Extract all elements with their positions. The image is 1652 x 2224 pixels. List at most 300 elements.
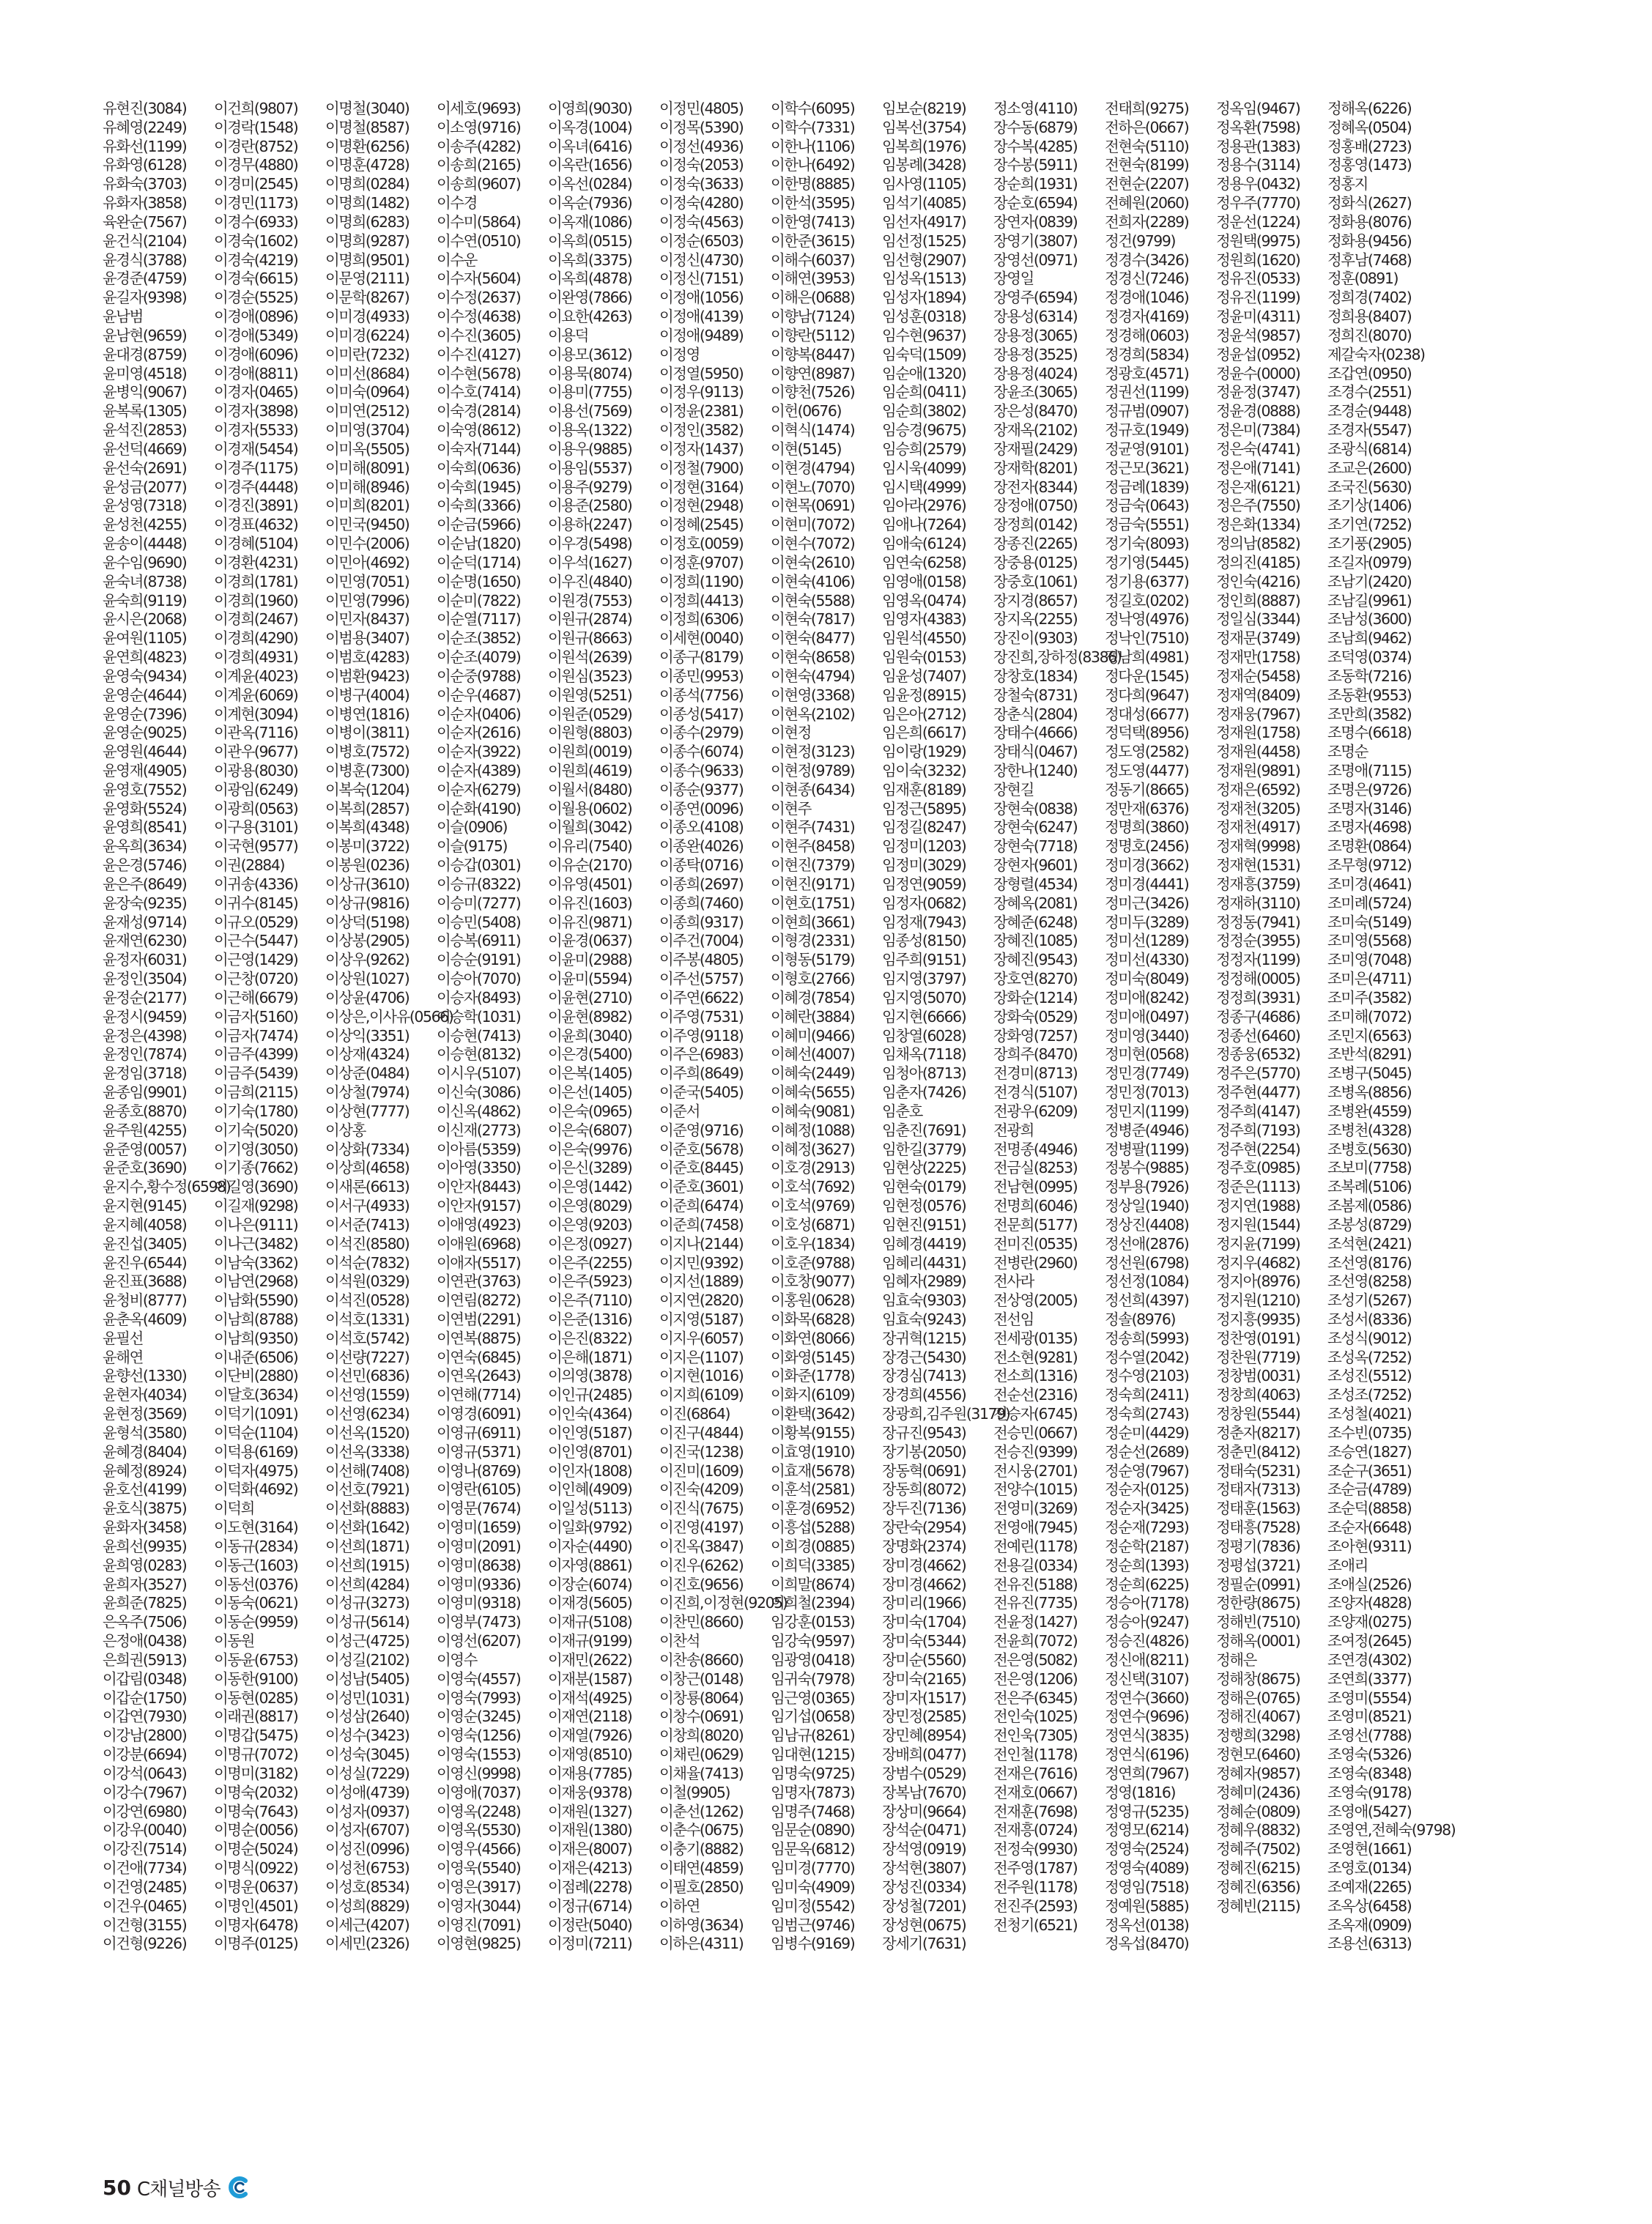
name-entry: 이원석(2639) bbox=[548, 648, 632, 667]
name-entry: 정근모(3621) bbox=[1105, 459, 1189, 477]
name-entry: 정남희(4981) bbox=[1105, 648, 1189, 667]
name-entry: 이광용(8030) bbox=[214, 761, 298, 779]
name-entry: 이미숙(0964) bbox=[325, 383, 410, 401]
name-entry: 이한영(7413) bbox=[771, 212, 855, 231]
name-entry: 이은주(5923) bbox=[548, 1272, 632, 1291]
name-entry: 이명순(0056) bbox=[214, 1821, 298, 1839]
name-entry: 이월희(3042) bbox=[548, 818, 632, 837]
name-entry: 이미해(8091) bbox=[325, 459, 410, 477]
name-entry: 이상익(3351) bbox=[325, 1026, 410, 1045]
name-entry: 윤혜경(8404) bbox=[103, 1442, 187, 1461]
name-entry: 이건희(9807) bbox=[214, 100, 298, 117]
name-entry: 장정애(0750) bbox=[993, 497, 1078, 515]
name-entry: 장석영(0919) bbox=[882, 1840, 966, 1858]
name-entry: 이정숙(4280) bbox=[659, 194, 744, 212]
name-entry: 정찬영(0191) bbox=[1216, 1329, 1300, 1347]
name-entry: 윤종임(9901) bbox=[103, 1083, 187, 1102]
name-entry: 정금숙(0643) bbox=[1105, 497, 1189, 515]
name-entry: 정주은(5770) bbox=[1216, 1064, 1300, 1083]
name-entry: 이상우(9262) bbox=[325, 951, 410, 969]
name-entry: 이지우(6057) bbox=[659, 1329, 744, 1347]
name-entry: 윤필선 bbox=[103, 1329, 143, 1347]
name-entry: 윤남현(9659) bbox=[103, 326, 187, 344]
name-entry: 정동기(8665) bbox=[1105, 780, 1189, 798]
name-entry: 윤경준(4759) bbox=[103, 270, 187, 288]
name-entry: 윤미영(4518) bbox=[103, 364, 187, 382]
name-entry: 정미현(0568) bbox=[1105, 1045, 1189, 1064]
name-entry: 정경신(7246) bbox=[1105, 270, 1189, 288]
name-entry: 조예재(2265) bbox=[1327, 1878, 1412, 1896]
name-entry: 이정순(6503) bbox=[659, 231, 744, 250]
name-entry: 이정규(6714) bbox=[548, 1897, 632, 1915]
name-entry: 장배희(0477) bbox=[882, 1746, 966, 1764]
name-entry: 이진호(9656) bbox=[659, 1575, 744, 1593]
name-entry: 이수자(5604) bbox=[437, 270, 521, 288]
name-entry: 임성자(1894) bbox=[882, 289, 966, 307]
name-entry: 이정자(1437) bbox=[659, 440, 744, 458]
name-entry: 정창희(4063) bbox=[1216, 1386, 1300, 1404]
name-entry: 이자순(4490) bbox=[548, 1537, 632, 1555]
name-entry: 이정민(4805) bbox=[659, 100, 744, 117]
name-entry: 이신숙(3086) bbox=[437, 1083, 521, 1102]
name-entry: 정선애(2876) bbox=[1105, 1234, 1189, 1253]
name-entry: 이상윤(4706) bbox=[325, 988, 410, 1007]
name-entry: 조기연(7252) bbox=[1327, 516, 1412, 534]
name-entry: 장란숙(2954) bbox=[882, 1519, 966, 1537]
name-entry: 장범수(0529) bbox=[882, 1764, 966, 1782]
c-channel-logo-icon bbox=[228, 2176, 250, 2198]
name-entry: 전소현(9281) bbox=[993, 1348, 1078, 1366]
name-entry: 이성진(0996) bbox=[325, 1840, 410, 1858]
name-entry: 이선영(6234) bbox=[325, 1405, 410, 1423]
name-entry: 윤지혜(4058) bbox=[103, 1215, 187, 1234]
name-entry: 이남숙(3362) bbox=[214, 1253, 298, 1272]
name-entry: 이민수(2006) bbox=[325, 535, 410, 553]
name-entry: 전은영(5082) bbox=[993, 1650, 1078, 1669]
name-entry: 조남희(9462) bbox=[1327, 629, 1412, 648]
name-entry: 이정희(1190) bbox=[659, 572, 744, 590]
name-entry: 장동희(8072) bbox=[882, 1480, 966, 1499]
name-entry: 이종성(5417) bbox=[659, 705, 744, 723]
name-entry: 이명훈(4728) bbox=[325, 156, 410, 174]
name-entry: 이범호(4283) bbox=[325, 648, 410, 667]
name-entry: 이현정 bbox=[771, 724, 811, 742]
name-entry: 임윤정(8915) bbox=[882, 686, 966, 704]
name-entry: 이순자(6279) bbox=[437, 780, 521, 798]
name-entry: 장영선(0971) bbox=[993, 251, 1078, 269]
name-entry: 이현목(0691) bbox=[771, 497, 855, 515]
name-entry: 임종성(8150) bbox=[882, 932, 966, 950]
name-entry: 이영우(4566) bbox=[437, 1840, 521, 1858]
name-entry: 정해창(8675) bbox=[1216, 1669, 1300, 1688]
name-entry: 정혜옥(0504) bbox=[1327, 118, 1412, 136]
name-entry: 정홍배(2723) bbox=[1327, 137, 1412, 155]
name-entry: 조미영(5568) bbox=[1327, 932, 1412, 950]
name-entry: 이현진(9171) bbox=[771, 875, 855, 893]
name-entry: 이용선(7569) bbox=[548, 402, 632, 420]
name-entry: 이상봉(2905) bbox=[325, 932, 410, 950]
name-entry: 조영애(5427) bbox=[1327, 1802, 1412, 1820]
name-entry: 조남성(3600) bbox=[1327, 610, 1412, 629]
name-entry: 이숙영(8612) bbox=[437, 421, 521, 440]
name-entry: 이영경(6091) bbox=[437, 1405, 521, 1423]
name-entry: 정기용(6377) bbox=[1105, 572, 1189, 590]
name-entry: 이아름(5359) bbox=[437, 1140, 521, 1158]
name-entry: 이선희(1871) bbox=[325, 1537, 410, 1555]
name-entry: 이환택(3642) bbox=[771, 1405, 855, 1423]
name-entry: 이갑연(7930) bbox=[103, 1708, 187, 1726]
name-entry: 이철(9905) bbox=[659, 1783, 730, 1801]
name-entry: 이현정(3123) bbox=[771, 743, 855, 761]
name-entry: 이영은(3917) bbox=[437, 1878, 521, 1896]
name-entry: 정상일(1940) bbox=[1105, 1197, 1189, 1215]
name-entry: 임정근(5895) bbox=[882, 799, 966, 818]
name-entry: 윤수임(9690) bbox=[103, 553, 187, 571]
name-entry: 이윤미(2988) bbox=[548, 951, 632, 969]
name-entry: 전문희(5177) bbox=[993, 1215, 1078, 1234]
name-entry: 이우석(1627) bbox=[548, 553, 632, 571]
name-entry: 조영미(8521) bbox=[1327, 1708, 1412, 1726]
name-entry: 이시우(5107) bbox=[437, 1064, 521, 1083]
name-entry: 이숙경(2814) bbox=[437, 402, 521, 420]
name-entry: 임시욱(4099) bbox=[882, 459, 966, 477]
name-entry: 조영선(7788) bbox=[1327, 1727, 1412, 1745]
name-entry: 이선옥(1520) bbox=[325, 1423, 410, 1442]
name-entry: 이경재(5454) bbox=[214, 440, 298, 458]
name-entry: 장재필(2429) bbox=[993, 440, 1078, 458]
name-entry: 이향남(7124) bbox=[771, 308, 855, 326]
name-entry: 임순희(3802) bbox=[882, 402, 966, 420]
name-entry: 조경순(9448) bbox=[1327, 402, 1412, 420]
name-entry: 이유리(7540) bbox=[548, 837, 632, 856]
name-entry: 이금자(5160) bbox=[214, 1007, 298, 1026]
name-entry: 이내준(6506) bbox=[214, 1348, 298, 1366]
name-entry: 이혜경(7854) bbox=[771, 988, 855, 1007]
name-entry: 이은숙(0965) bbox=[548, 1102, 632, 1120]
name-entry: 임정재(7943) bbox=[882, 913, 966, 931]
name-entry: 이준호(5678) bbox=[659, 1140, 744, 1158]
name-entry: 이순덕(1714) bbox=[437, 553, 521, 571]
name-entry: 장용성(6314) bbox=[993, 308, 1078, 326]
name-entry: 이경희(4290) bbox=[214, 629, 298, 648]
name-entry: 이슬(0906) bbox=[437, 818, 507, 837]
name-entry: 이애영(4923) bbox=[437, 1215, 521, 1234]
name-entry: 정화용(9456) bbox=[1327, 231, 1412, 250]
name-entry: 장정희(0142) bbox=[993, 516, 1078, 534]
name-entry: 장혜준(6248) bbox=[993, 913, 1078, 931]
name-entry: 이갑순(1750) bbox=[103, 1689, 187, 1707]
name-entry: 이강연(6980) bbox=[103, 1802, 187, 1820]
name-entry: 이승규(8322) bbox=[437, 875, 521, 893]
name-entry: 임춘진(7691) bbox=[882, 1121, 966, 1139]
name-entry: 이용우(9885) bbox=[548, 440, 632, 458]
name-entry: 정윤수(0000) bbox=[1216, 364, 1300, 382]
name-entry: 이석원(0329) bbox=[325, 1272, 410, 1291]
name-entry: 조동환(9553) bbox=[1327, 686, 1412, 704]
name-entry: 정옥선(0138) bbox=[1105, 1916, 1189, 1934]
name-entry: 정민정(7013) bbox=[1105, 1083, 1189, 1102]
name-entry: 이진(6864) bbox=[659, 1405, 730, 1423]
name-entry: 이종탁(0716) bbox=[659, 856, 744, 875]
name-entry: 이경표(4632) bbox=[214, 516, 298, 534]
name-entry: 장수복(4285) bbox=[993, 137, 1078, 155]
name-entry: 임지영(3797) bbox=[882, 970, 966, 988]
name-entry: 임정미(3029) bbox=[882, 856, 966, 875]
name-entry: 이정숙(4563) bbox=[659, 212, 744, 231]
name-entry: 정필순(0991) bbox=[1216, 1575, 1300, 1593]
name-entry: 이창룡(8064) bbox=[659, 1689, 744, 1707]
name-entry: 임봉례(3428) bbox=[882, 156, 966, 174]
name-entry: 이영숙(7993) bbox=[437, 1689, 521, 1707]
name-entry: 임명주(7468) bbox=[771, 1802, 855, 1820]
name-entry: 이희철(2394) bbox=[771, 1594, 855, 1612]
name-entry: 이원희(4619) bbox=[548, 761, 632, 779]
name-entry: 이주영(7531) bbox=[659, 1007, 744, 1026]
name-entry: 임혜리(4431) bbox=[882, 1253, 966, 1272]
name-entry: 이원경(7553) bbox=[548, 591, 632, 609]
name-entry: 이명순(5024) bbox=[214, 1840, 298, 1858]
name-entry: 이명희(0284) bbox=[325, 175, 410, 193]
donor-names-table bbox=[103, 100, 1652, 1954]
name-entry: 이금자(7474) bbox=[214, 1026, 298, 1045]
name-entry: 장혜옥(2081) bbox=[993, 894, 1078, 912]
name-entry: 이강석(0643) bbox=[103, 1764, 187, 1782]
name-entry: 이용옥(1322) bbox=[548, 421, 632, 440]
name-entry: 임애숙(6124) bbox=[882, 535, 966, 553]
name-entry: 장경심(7413) bbox=[882, 1367, 966, 1385]
name-entry: 정미영(3440) bbox=[1105, 1026, 1189, 1045]
name-entry: 이영란(6105) bbox=[437, 1480, 521, 1499]
name-entry: 임효숙(9243) bbox=[882, 1311, 966, 1328]
name-entry: 임미숙(4909) bbox=[771, 1878, 855, 1896]
name-entry: 전유진(5188) bbox=[993, 1575, 1078, 1593]
name-entry: 이용임(5537) bbox=[548, 459, 632, 477]
name-entry: 정재천(4917) bbox=[1216, 818, 1300, 837]
name-entry: 정지원(1210) bbox=[1216, 1291, 1300, 1310]
name-entry: 이재규(9199) bbox=[548, 1632, 632, 1650]
name-entry: 장귀혁(1215) bbox=[882, 1329, 966, 1347]
name-entry: 이경혜(5104) bbox=[214, 535, 298, 553]
name-entry: 이준희(6474) bbox=[659, 1197, 744, 1215]
name-entry: 이주은(6983) bbox=[659, 1045, 744, 1064]
name-entry: 정혜순(0809) bbox=[1216, 1802, 1300, 1820]
name-entry: 이미경(6224) bbox=[325, 326, 410, 344]
name-entry: 이경무(4880) bbox=[214, 156, 298, 174]
name-entry: 장두진(7136) bbox=[882, 1500, 966, 1518]
name-entry: 조병천(4328) bbox=[1327, 1121, 1412, 1139]
name-entry: 전태희(9275) bbox=[1105, 100, 1189, 117]
name-entry: 이정희(6306) bbox=[659, 610, 744, 629]
name-entry: 전승자(6745) bbox=[993, 1405, 1078, 1423]
name-entry: 정재원(4458) bbox=[1216, 743, 1300, 761]
name-entry: 윤경식(3788) bbox=[103, 251, 187, 269]
name-entry: 정수열(2042) bbox=[1105, 1348, 1189, 1366]
name-entry: 조성조(7252) bbox=[1327, 1386, 1412, 1404]
name-entry: 이효영(1910) bbox=[771, 1442, 855, 1461]
name-entry: 이상규(9816) bbox=[325, 894, 410, 912]
name-entry: 이영숙(4557) bbox=[437, 1669, 521, 1688]
name-entry: 정해옥(0001) bbox=[1216, 1632, 1300, 1650]
name-entry: 이미옥(5505) bbox=[325, 440, 410, 458]
name-entry: 이은경(5400) bbox=[548, 1045, 632, 1064]
name-entry: 이명철(3040) bbox=[325, 100, 410, 117]
name-entry: 이선민(6836) bbox=[325, 1367, 410, 1385]
name-entry: 이진영(4197) bbox=[659, 1519, 744, 1537]
name-entry: 윤영숙(9434) bbox=[103, 667, 187, 685]
name-entry: 이성남(5405) bbox=[325, 1669, 410, 1688]
name-entry: 이영자(3044) bbox=[437, 1897, 521, 1915]
name-entry: 이현(5145) bbox=[771, 440, 841, 458]
name-entry: 윤숙녀(8738) bbox=[103, 572, 187, 590]
name-entry: 전청기(6521) bbox=[993, 1916, 1078, 1934]
name-entry: 이남희(9350) bbox=[214, 1329, 298, 1347]
name-entry: 윤해연 bbox=[103, 1348, 143, 1366]
name-entry: 전병란(2960) bbox=[993, 1253, 1078, 1272]
name-entry: 임재훈(8189) bbox=[882, 780, 966, 798]
name-entry: 이경숙(1602) bbox=[214, 231, 298, 250]
name-entry: 전유진(7735) bbox=[993, 1594, 1078, 1612]
name-entry: 장미순(5560) bbox=[882, 1650, 966, 1669]
name-entry: 이영부(7473) bbox=[437, 1613, 521, 1631]
name-entry: 전경식(5107) bbox=[993, 1083, 1078, 1102]
name-entry: 이화영(5145) bbox=[771, 1348, 855, 1366]
name-entry: 유화자(3858) bbox=[103, 194, 187, 212]
name-entry: 이금주(4399) bbox=[214, 1045, 298, 1064]
name-entry: 정재하(3110) bbox=[1216, 894, 1300, 912]
name-entry: 이승미(7277) bbox=[437, 894, 521, 912]
name-entry: 이형호(2766) bbox=[771, 970, 855, 988]
name-entry: 이현영(3368) bbox=[771, 686, 855, 704]
name-entry: 이하영(3634) bbox=[659, 1916, 744, 1934]
name-entry: 이영애(7037) bbox=[437, 1783, 521, 1801]
name-entry: 정원희(1620) bbox=[1216, 251, 1300, 269]
name-entry: 이준호(8445) bbox=[659, 1159, 744, 1177]
name-entry: 장중용(0125) bbox=[993, 553, 1078, 571]
name-column bbox=[103, 100, 231, 1954]
name-entry: 이승순(9191) bbox=[437, 951, 521, 969]
name-entry: 조영숙(8348) bbox=[1327, 1764, 1412, 1782]
name-entry: 이덕자(4975) bbox=[214, 1461, 298, 1480]
name-entry: 정윤석(9857) bbox=[1216, 326, 1300, 344]
name-entry: 정지연(1988) bbox=[1216, 1197, 1300, 1215]
name-entry: 정평기(7836) bbox=[1216, 1537, 1300, 1555]
name-entry: 이동현(0285) bbox=[214, 1689, 298, 1707]
name-entry: 이은정(0927) bbox=[548, 1234, 632, 1253]
name-entry: 윤성천(4255) bbox=[103, 516, 187, 534]
name-entry: 정운선(1224) bbox=[1216, 212, 1300, 231]
name-entry: 이진미(1609) bbox=[659, 1461, 744, 1480]
name-entry: 임선자(4917) bbox=[882, 212, 966, 231]
name-entry: 이숙자(7144) bbox=[437, 440, 521, 458]
name-entry: 이혁식(1474) bbox=[771, 421, 855, 440]
name-entry: 이인혜(4909) bbox=[548, 1480, 632, 1499]
name-column bbox=[993, 100, 1122, 1954]
name-entry: 이유영(4501) bbox=[548, 875, 632, 893]
name-entry: 이현경(4794) bbox=[771, 459, 855, 477]
name-entry: 정도영(4477) bbox=[1105, 761, 1189, 779]
name-entry: 정창원(5544) bbox=[1216, 1405, 1300, 1423]
name-entry: 이은주(2255) bbox=[548, 1253, 632, 1272]
name-entry: 이민자(8437) bbox=[325, 610, 410, 629]
name-entry: 이기숙(1780) bbox=[214, 1102, 298, 1120]
name-entry: 이미란(7232) bbox=[325, 345, 410, 363]
name-entry: 유화숙(3703) bbox=[103, 175, 187, 193]
name-entry: 이영미(9336) bbox=[437, 1575, 521, 1593]
name-entry: 정용관(1383) bbox=[1216, 137, 1300, 155]
name-entry: 윤진우(6544) bbox=[103, 1253, 187, 1272]
name-entry: 이경자(0465) bbox=[214, 383, 298, 401]
name-entry: 전남현(0995) bbox=[993, 1178, 1078, 1196]
name-entry: 정규범(0907) bbox=[1105, 402, 1189, 420]
name-entry: 이기영(3050) bbox=[214, 1140, 298, 1158]
name-entry: 윤영재(4905) bbox=[103, 761, 187, 779]
name-entry: 임강숙(9597) bbox=[771, 1632, 855, 1650]
name-entry: 이용모(3612) bbox=[548, 345, 632, 363]
name-entry: 정대성(6677) bbox=[1105, 705, 1189, 723]
name-entry: 정순선(2689) bbox=[1105, 1442, 1189, 1461]
name-entry: 이명미(3182) bbox=[214, 1764, 298, 1782]
name-entry: 이슬(9175) bbox=[437, 837, 507, 856]
name-entry: 이태연(4859) bbox=[659, 1859, 744, 1878]
name-entry: 이현노(7070) bbox=[771, 478, 855, 496]
name-entry: 장경근(5430) bbox=[882, 1348, 966, 1366]
name-entry: 조미주(3582) bbox=[1327, 988, 1412, 1007]
name-entry: 조영호(0134) bbox=[1327, 1859, 1412, 1878]
name-entry: 이덕화(4692) bbox=[214, 1480, 298, 1499]
name-entry: 정해빈(7510) bbox=[1216, 1613, 1300, 1631]
name-entry: 정윤섭(0952) bbox=[1216, 345, 1300, 363]
name-entry: 이현숙(5588) bbox=[771, 591, 855, 609]
name-entry: 전선임 bbox=[993, 1311, 1034, 1328]
name-entry: 이명철(8587) bbox=[325, 118, 410, 136]
name-entry: 장중호(1061) bbox=[993, 572, 1078, 590]
name-entry: 이명운(0637) bbox=[214, 1878, 298, 1896]
name-entry: 이숙희(3366) bbox=[437, 497, 521, 515]
name-entry: 조경수(2551) bbox=[1327, 383, 1412, 401]
name-entry: 장현길 bbox=[993, 780, 1034, 798]
name-entry: 정지원(1544) bbox=[1216, 1215, 1300, 1234]
name-entry: 조봉성(8729) bbox=[1327, 1215, 1412, 1234]
name-entry: 장현자(9601) bbox=[993, 856, 1078, 875]
name-entry: 조영숙(5326) bbox=[1327, 1746, 1412, 1764]
name-entry: 조순금(4789) bbox=[1327, 1480, 1412, 1499]
name-entry: 정은미(7384) bbox=[1216, 421, 1300, 440]
name-entry: 정재현(1531) bbox=[1216, 856, 1300, 875]
name-entry: 이영규(5371) bbox=[437, 1442, 521, 1461]
name-entry: 조여정(2645) bbox=[1327, 1632, 1412, 1650]
name-entry: 이순자(4389) bbox=[437, 761, 521, 779]
name-entry: 장성현(0675) bbox=[882, 1916, 966, 1934]
name-entry: 장현숙(6247) bbox=[993, 818, 1078, 837]
name-entry: 임창열(6028) bbox=[882, 1026, 966, 1045]
name-entry: 정재문(3749) bbox=[1216, 629, 1300, 648]
name-entry: 정평섭(3721) bbox=[1216, 1556, 1300, 1574]
name-entry: 윤희준(7825) bbox=[103, 1594, 187, 1612]
name-entry: 정금숙(5551) bbox=[1105, 516, 1189, 534]
name-entry: 윤정인(3504) bbox=[103, 970, 187, 988]
page-number: 50 bbox=[103, 2175, 131, 2200]
name-entry: 정우주(7770) bbox=[1216, 194, 1300, 212]
name-entry: 조미례(5724) bbox=[1327, 894, 1412, 912]
name-entry: 장기봉(2050) bbox=[882, 1442, 966, 1461]
name-entry: 이요한(4263) bbox=[548, 308, 632, 326]
name-entry: 이준국(5405) bbox=[659, 1083, 744, 1102]
name-entry: 이복희(2857) bbox=[325, 799, 410, 818]
name-entry: 이영희(9030) bbox=[548, 100, 632, 117]
name-entry: 이신재(2773) bbox=[437, 1121, 521, 1139]
name-entry: 윤종호(8870) bbox=[103, 1102, 187, 1120]
name-entry: 정태자(7313) bbox=[1216, 1480, 1300, 1499]
